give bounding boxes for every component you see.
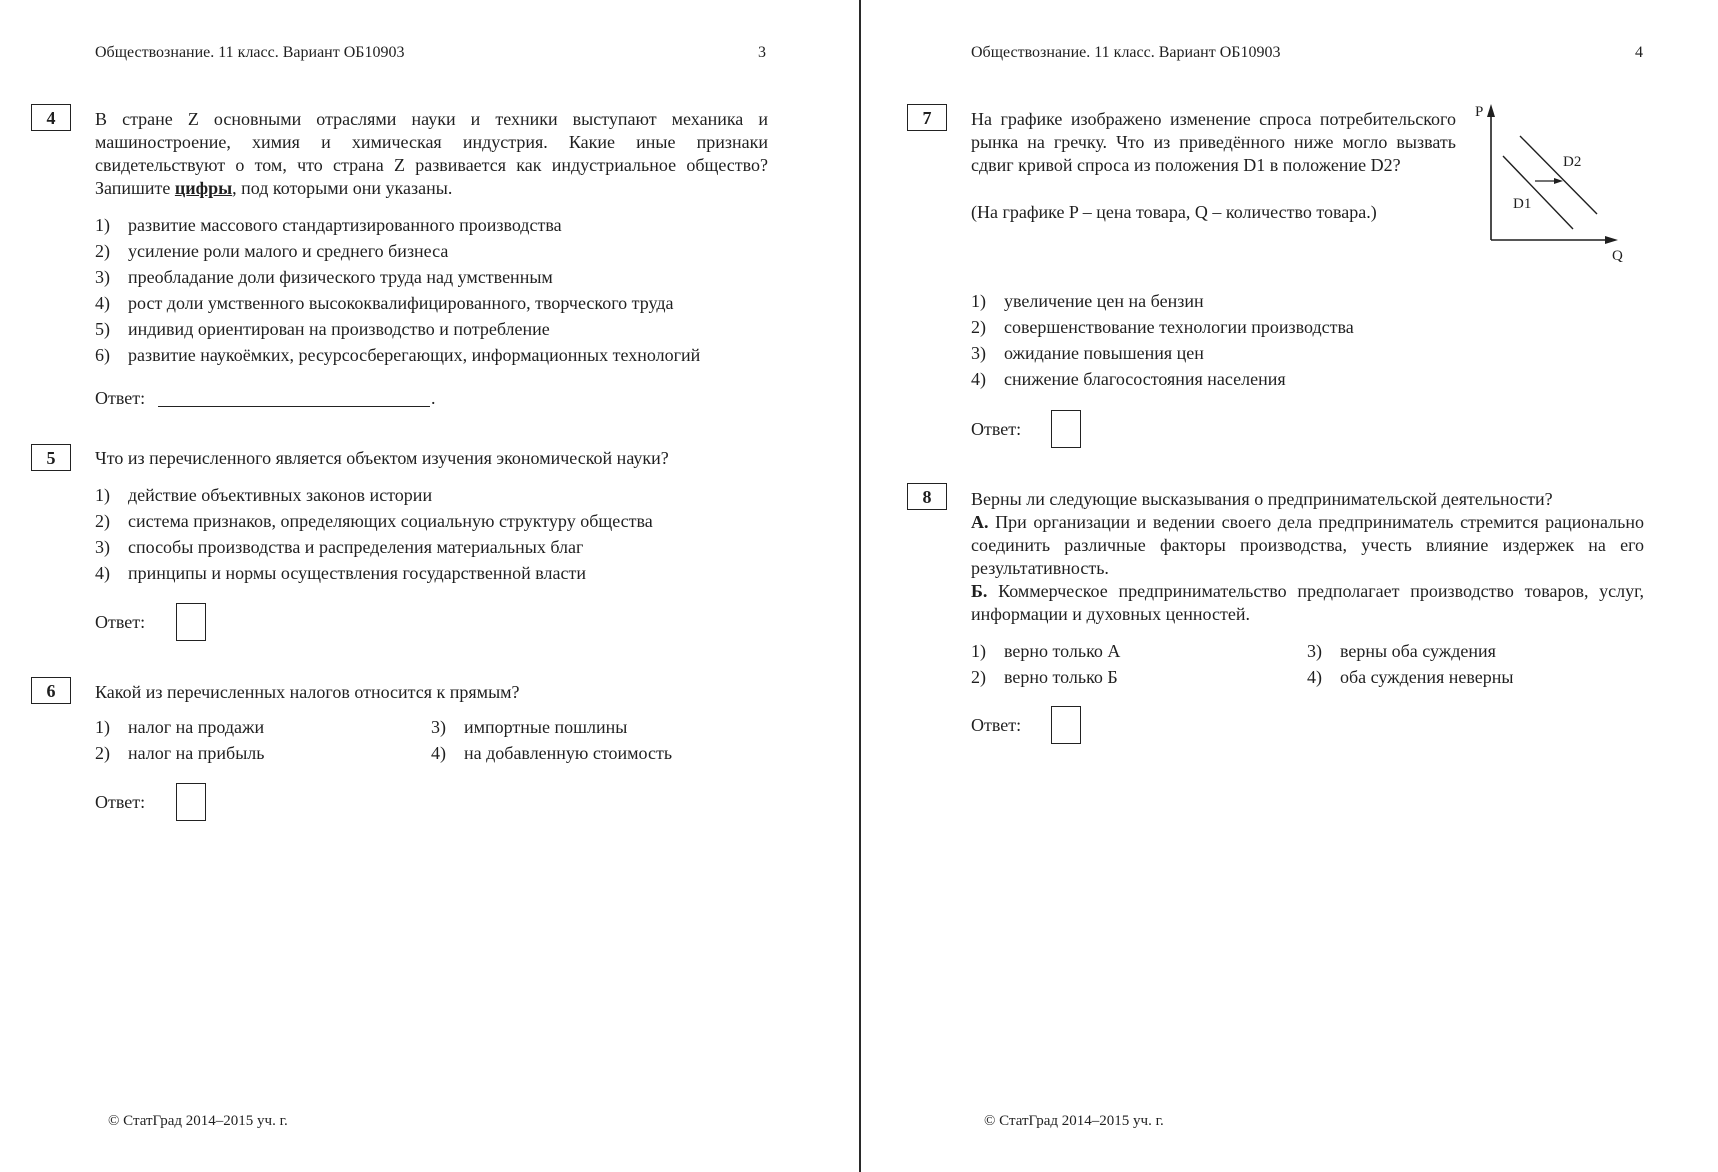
question-8-option-2: 2) верно только Б bbox=[971, 667, 1118, 687]
d2-label: D2 bbox=[1563, 154, 1582, 170]
question-4-answer-period: . bbox=[431, 388, 436, 408]
question-8-option-1: 1) верно только А bbox=[971, 641, 1121, 661]
question-6-option-4: 4) на добавленную стоимость bbox=[431, 743, 673, 763]
question-7-option-1: 1) увеличение цен на бензин bbox=[971, 291, 1204, 311]
page-footer: © СтатГрад 2014–2015 уч. г. bbox=[108, 1113, 288, 1129]
question-number-8: 8 bbox=[907, 483, 947, 510]
question-8-answer-label: Ответ: bbox=[971, 715, 1022, 735]
question-8-text: Верны ли следующие высказывания о предпринимательской деятельности? А. При организации и ведении своего дела предприниматель стремится рационально соединить различные факторы производства, учесть влияние издержек на его результативность. Б. Коммерческое предпринимательство предполагает производство товаров, услуг, информации и духовных ценностей. bbox=[971, 489, 1644, 624]
page-footer: © СтатГрад 2014–2015 уч. г. bbox=[984, 1113, 1164, 1129]
question-7-option-3: 3) ожидание повышения цен bbox=[971, 343, 1204, 363]
question-7-text: На графике изображено изменение спроса потребительского рынка на гречку. Что из приведённого ниже могло вызвать сдвиг кривой спроса из положения D1 в положение D2? bbox=[971, 109, 1456, 175]
question-4-answer-label: Ответ: bbox=[95, 388, 146, 408]
question-7-answer-box[interactable] bbox=[1051, 410, 1081, 448]
question-8-option-3: 3) верны оба суждения bbox=[1307, 641, 1496, 661]
d1-label: D1 bbox=[1513, 196, 1532, 212]
p-axis-arrow bbox=[1487, 104, 1495, 117]
question-5-option-4: 4) принципы и нормы осуществления государственной власти bbox=[95, 563, 587, 583]
question-5-text: Что из перечисленного является объектом изучения экономической науки? bbox=[95, 448, 669, 468]
question-number-4: 4 bbox=[31, 104, 71, 131]
statement-b: Б. Коммерческое предпринимательство предполагает производство товаров, услуг, информации и духовных ценностей. bbox=[971, 581, 1644, 624]
question-4-answer-line[interactable] bbox=[158, 406, 430, 407]
question-4-option-1: 1) развитие массового стандартизированного производства bbox=[95, 215, 562, 235]
question-4-option-3: 3) преобладание доли физического труда над умственным bbox=[95, 267, 553, 287]
question-8-answer-box[interactable] bbox=[1051, 706, 1081, 744]
q-axis-arrow bbox=[1605, 236, 1618, 244]
question-6-option-1: 1) налог на продажи bbox=[95, 717, 265, 737]
right-page bbox=[861, 0, 1718, 1172]
question-number-5: 5 bbox=[31, 444, 71, 471]
q-label: Q bbox=[1612, 248, 1623, 262]
question-6-option-2: 2) налог на прибыль bbox=[95, 743, 265, 763]
statement-a: А. При организации и ведении своего дела предприниматель стремится рационально соединить различные факторы производства, учесть влияние издержек на его результативность. bbox=[971, 512, 1644, 578]
question-7-option-4: 4) снижение благосостояния населения bbox=[971, 369, 1286, 389]
question-5-answer-label: Ответ: bbox=[95, 612, 146, 632]
demand-shift-graph bbox=[1473, 100, 1643, 262]
question-4-option-6: 6) развитие наукоёмких, ресурсосберегающих, информационных технологий bbox=[95, 345, 701, 365]
page-header: Обществознание. 11 класс. Вариант ОБ10903 bbox=[971, 44, 1281, 61]
p-label: P bbox=[1475, 104, 1484, 120]
question-5-option-1: 1) действие объективных законов истории bbox=[95, 485, 433, 505]
question-5-answer-box[interactable] bbox=[176, 603, 206, 641]
question-6-answer-box[interactable] bbox=[176, 783, 206, 821]
page-number: 3 bbox=[758, 44, 766, 61]
question-4-text: В стране Z основными отраслями науки и техники выступают механика и машиностроение, химия и химическая индустрия. Какие иные признаки свидетельствуют о том, что страна Z развивается как индустриальное общество? Запишите цифры, под которыми они указаны. bbox=[95, 109, 768, 198]
question-8-option-4: 4) оба суждения неверны bbox=[1307, 667, 1514, 687]
question-6-option-3: 3) импортные пошлины bbox=[431, 717, 628, 737]
page-header: Обществознание. 11 класс. Вариант ОБ10903 bbox=[95, 44, 405, 61]
question-7-note: (На графике P – цена товара, Q – количество товара.) bbox=[971, 202, 1377, 222]
question-number-6: 6 bbox=[31, 677, 71, 704]
emphasis-digits: цифры bbox=[174, 178, 233, 198]
question-number-7: 7 bbox=[907, 104, 947, 131]
question-6-text: Какой из перечисленных налогов относится к прямым? bbox=[95, 682, 520, 702]
question-6-answer-label: Ответ: bbox=[95, 792, 146, 812]
page-number: 4 bbox=[1635, 44, 1643, 61]
question-5-option-3: 3) способы производства и распределения материальных благ bbox=[95, 537, 584, 557]
question-7-answer-label: Ответ: bbox=[971, 419, 1022, 439]
question-4-option-2: 2) усиление роли малого и среднего бизнеса bbox=[95, 241, 449, 261]
curve-d2 bbox=[1520, 136, 1597, 214]
question-5-option-2: 2) система признаков, определяющих социальную структуру общества bbox=[95, 511, 653, 531]
question-7-option-2: 2) совершенствование технологии производства bbox=[971, 317, 1354, 337]
question-4-option-4: 4) рост доли умственного высококвалифицированного, творческого труда bbox=[95, 293, 674, 313]
question-4-option-5: 5) индивид ориентирован на производство и потребление bbox=[95, 319, 550, 339]
